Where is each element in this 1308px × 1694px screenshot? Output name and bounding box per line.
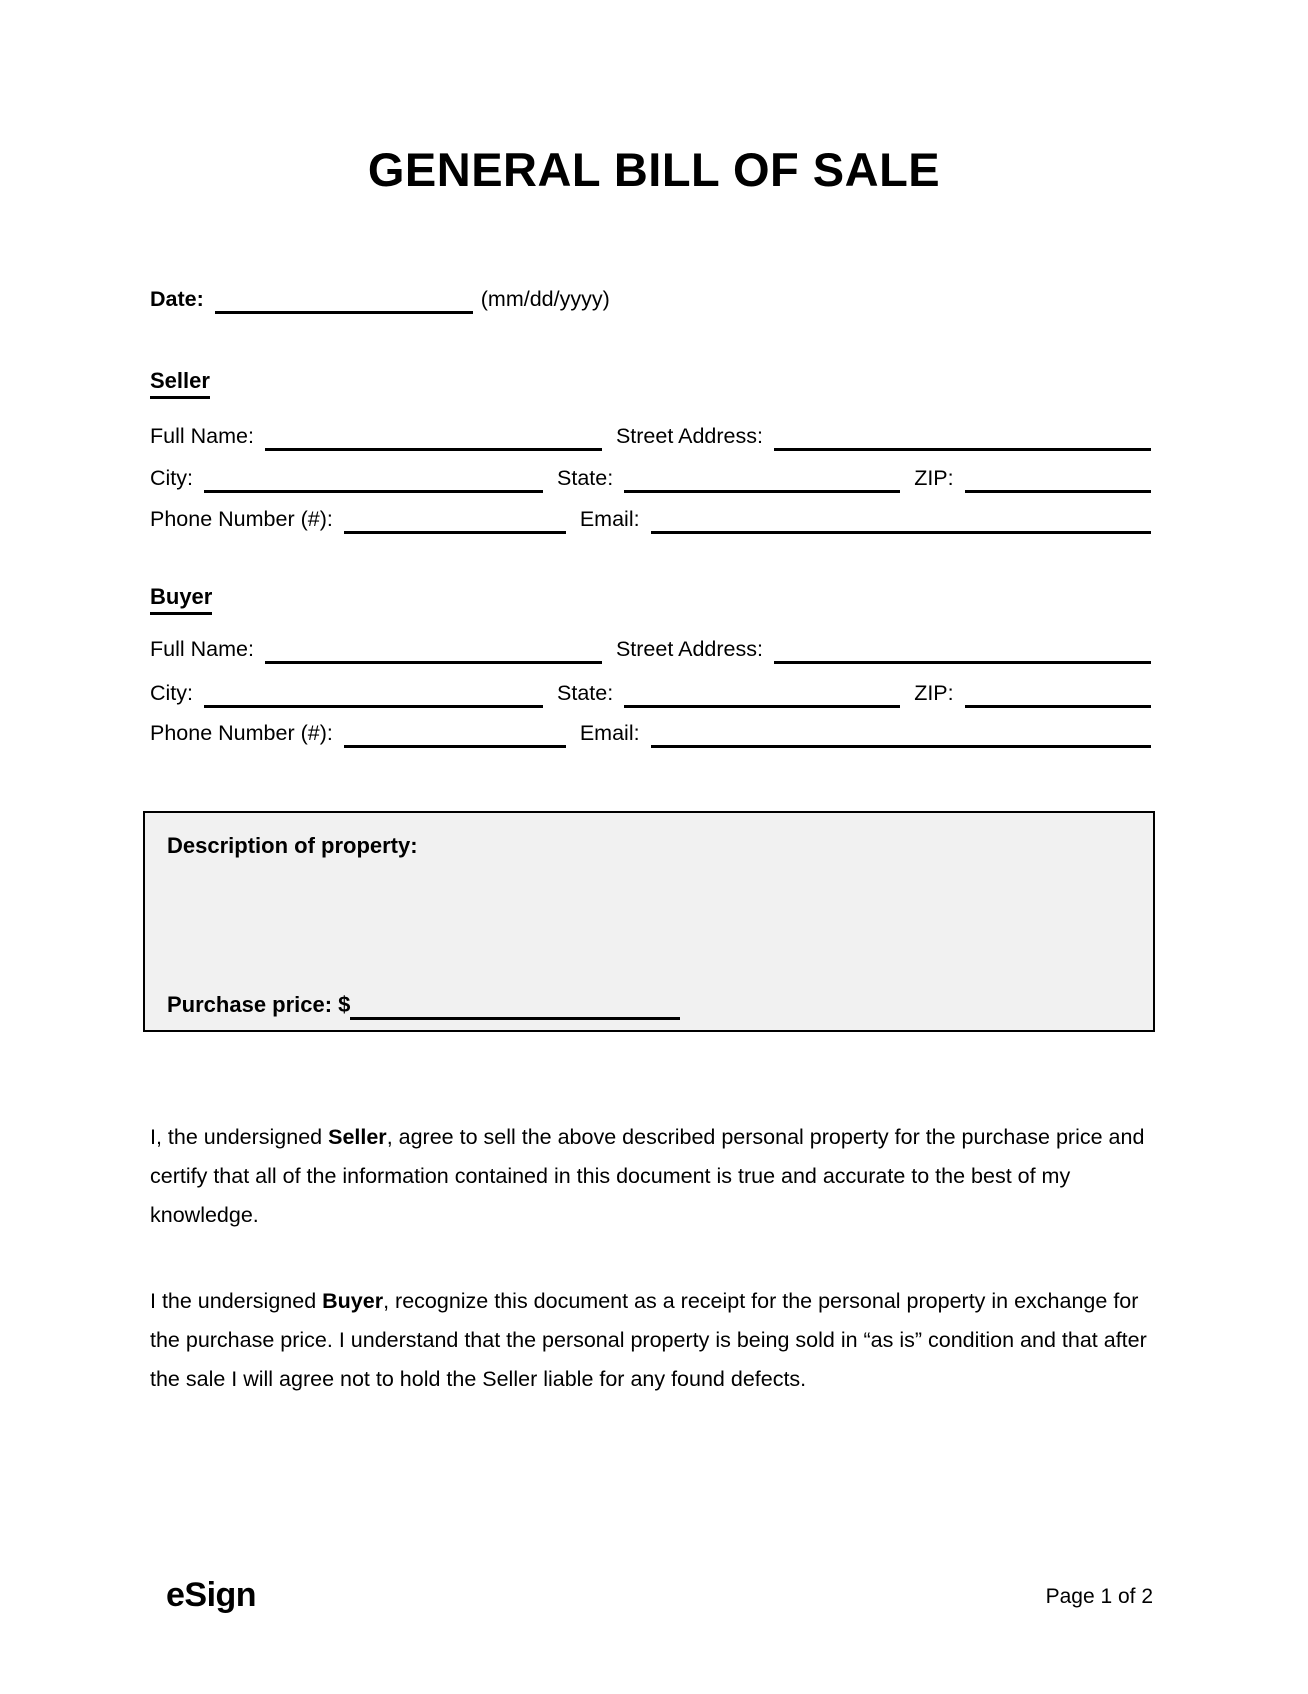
buyer-heading-text: Buyer [150,584,212,615]
seller-name-address-row [150,421,1151,451]
buyer-section-heading [150,584,212,615]
buyer-clause-pre: I the undersigned [150,1288,323,1313]
seller-agreement-paragraph [150,1118,1158,1235]
buyer-street-address-line[interactable] [774,633,1151,664]
seller-phone-email-row [150,504,1151,534]
seller-clause-post: , agree to sell the above described personal property for the purchase price and certify that all of the information contained in this document is true and accurate to the best of my knowledge. [150,1124,1145,1227]
seller-street-address-line[interactable] [774,420,1151,451]
seller-full-name-line[interactable] [265,420,602,451]
seller-clause-actor: Seller [328,1124,387,1149]
buyer-city-label: City: [150,681,193,705]
description-of-property-label: Description of property: [167,833,418,858]
buyer-city-line[interactable] [204,677,543,708]
date-format-hint: (mm/dd/yyyy) [480,287,610,311]
seller-city-line[interactable] [204,462,543,493]
seller-state-label: State: [557,466,614,490]
purchase-price-row [167,990,680,1020]
buyer-street-address-label: Street Address: [615,637,763,661]
buyer-zip-line[interactable] [965,677,1151,708]
buyer-clause-post: , recognize this document as a receipt for the personal property in exchange for the purchase price. I understand that the personal property is being sold in “as is” condition and that after the sale I will agree not to hold the Seller liable for any found defects. [150,1288,1147,1391]
seller-heading-text: Seller [150,368,210,399]
buyer-zip-label: ZIP: [914,681,954,705]
seller-state-line[interactable] [624,462,900,493]
buyer-phone-label: Phone Number (#): [150,721,333,745]
description-of-property-area[interactable] [167,873,1131,970]
seller-phone-label: Phone Number (#): [150,507,333,531]
buyer-state-line[interactable] [624,677,900,708]
date-label: Date: [150,287,204,311]
seller-email-line[interactable] [651,503,1151,534]
seller-email-label: Email: [579,507,640,531]
seller-city-label: City: [150,466,193,490]
buyer-full-name-line[interactable] [265,633,602,664]
buyer-name-address-row [150,634,1151,664]
purchase-price-label: Purchase price: [167,992,333,1017]
buyer-clause-actor: Buyer [322,1288,384,1313]
buyer-phone-line[interactable] [344,717,566,748]
seller-zip-line[interactable] [965,462,1151,493]
date-row [150,284,1151,314]
page-title: GENERAL BILL OF SALE [367,143,941,196]
esign-logo: eSign [166,1576,257,1614]
buyer-full-name-label: Full Name: [150,637,254,661]
seller-street-address-label: Street Address: [615,424,763,448]
buyer-agreement-paragraph [150,1282,1158,1399]
seller-full-name-label: Full Name: [150,424,254,448]
currency-symbol: $ [338,992,351,1017]
buyer-phone-email-row [150,718,1151,748]
buyer-state-label: State: [557,681,614,705]
seller-phone-line[interactable] [344,503,566,534]
seller-zip-label: ZIP: [914,466,954,490]
date-input-line[interactable] [215,283,473,314]
page-number: Page 1 of 2 [1045,1585,1153,1608]
seller-clause-pre: I, the undersigned [150,1124,329,1149]
seller-city-state-zip-row [150,463,1151,493]
purchase-price-line[interactable] [350,991,680,1020]
buyer-city-state-zip-row [150,678,1151,708]
buyer-email-line[interactable] [651,717,1151,748]
seller-section-heading [150,368,210,399]
property-description-box [143,811,1155,1032]
buyer-email-label: Email: [579,721,640,745]
